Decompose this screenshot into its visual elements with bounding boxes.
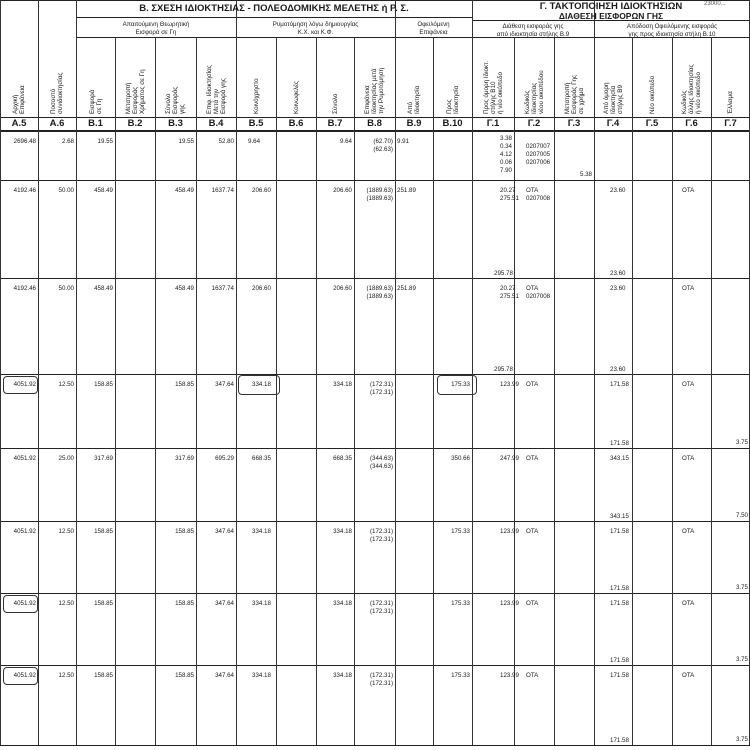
- code-Β-4: Β.4: [208, 118, 224, 129]
- row2-g6: ΟΤΑ: [682, 285, 695, 292]
- col-rule-15: [594, 0, 595, 745]
- row5-g7: 3.75: [735, 584, 748, 591]
- row0-b4: 52.80: [218, 138, 234, 145]
- row-rule-0: [0, 180, 750, 181]
- col-rule-14: [554, 37, 555, 745]
- row7-b1: 158.85: [94, 672, 113, 679]
- header-Γ-5: Νέο οικόπεδο: [648, 75, 656, 114]
- col-rule-18: [711, 37, 712, 745]
- col-rule-17: [672, 37, 673, 745]
- row3-b7: 334.18: [333, 381, 352, 388]
- row1-g2-1: 0207008: [526, 195, 551, 202]
- row1-g1-0: 20.27: [500, 187, 516, 194]
- header-Β-4: Επιφ. Ιδιοκτησίας Μετά την Εισφορά γης: [205, 65, 227, 114]
- row7-b5: 334.18: [252, 672, 271, 679]
- row0-b7: 9.64: [339, 138, 352, 145]
- row2-g2-1: 0207008: [526, 293, 551, 300]
- row1-g6: ΟΤΑ: [682, 187, 695, 194]
- row3-a6: 12.50: [58, 381, 74, 388]
- row-rule-7: [0, 745, 750, 746]
- row-rule-2: [0, 374, 750, 375]
- row2-b3: 458.49: [175, 285, 194, 292]
- header-Β-2: Μετατροπή Εισφοράς Χρήματος σε Γη: [124, 69, 146, 114]
- row1-g1-total: 295.78: [494, 270, 513, 277]
- code-Γ-5: Γ.5: [645, 118, 659, 129]
- row2-g4: 23.60: [610, 285, 626, 292]
- rule-section: [76, 17, 472, 18]
- row5-a5: 4051.92: [13, 528, 36, 535]
- row6-b10: 175.33: [451, 600, 470, 607]
- row4-b1: 317.69: [94, 455, 113, 462]
- row2-g1-1: 275.51: [500, 293, 519, 300]
- code-Γ-3: Γ.3: [567, 118, 581, 129]
- row4-b10: 350.66: [451, 455, 470, 462]
- col-rule-3: [115, 37, 116, 745]
- header-Γ-7: Έλλειμα: [727, 91, 734, 114]
- row7-b8-0: (172.31): [369, 672, 393, 679]
- row7-g4: 171.58: [610, 672, 629, 679]
- code-Β-5: Β.5: [248, 118, 264, 129]
- row0-g3: 5.38: [579, 171, 592, 178]
- row7-g2-0: ΟΤΑ: [526, 672, 539, 679]
- col-rule-13: [514, 37, 515, 745]
- row4-g6: ΟΤΑ: [682, 455, 695, 462]
- row5-g4-total: 171.58: [610, 585, 629, 592]
- row1-g1-1: 275.51: [500, 195, 519, 202]
- row2-b5: 206.60: [252, 285, 271, 292]
- code-Β-10: Β.10: [442, 118, 463, 129]
- page-ref: 23000...: [704, 1, 726, 7]
- group-diathesi: Διάθεση εισφοράς γης από ιδιοκτησία στήλης Β.9: [496, 23, 570, 38]
- row3-g6: ΟΤΑ: [682, 381, 695, 388]
- row0-g2-3: 0207006: [526, 159, 551, 166]
- header-Γ-1: Προς όμορη Ιδιοκτ. στήλης Β10 ή νέο οικόπεδο: [482, 60, 504, 114]
- row3-b5-circle-mark: [238, 375, 280, 395]
- row0-g2-2: 0207005: [526, 151, 551, 158]
- row6-b7: 334.18: [333, 600, 352, 607]
- code-Β-7: Β.7: [327, 118, 343, 129]
- col-rule-12: [472, 0, 473, 745]
- row5-a6: 12.50: [58, 528, 74, 535]
- header-Β-9: Από Ιδιοκτησία: [407, 85, 421, 114]
- col-rule-10: [395, 0, 396, 745]
- row2-b1: 458.49: [94, 285, 113, 292]
- row3-b4: 347.64: [215, 381, 234, 388]
- header-Γ-2: Κωδικός Ιδιοκτησίας νέου οικοπέδου: [523, 70, 545, 114]
- code-Β-2: Β.2: [127, 118, 143, 129]
- header-Γ-4: Από όμορη Ιδιοκτησία στήλης Β9: [602, 82, 624, 114]
- row1-b7: 206.60: [333, 187, 352, 194]
- code-Β-1: Β.1: [88, 118, 103, 129]
- row4-b5: 668.35: [252, 455, 271, 462]
- row5-b10: 175.33: [451, 528, 470, 535]
- row2-g1-total: 295.78: [494, 366, 513, 373]
- row6-b5: 334.18: [252, 600, 271, 607]
- code-Β-6: Β.6: [288, 118, 304, 129]
- code-Γ-6: Γ.6: [685, 118, 698, 129]
- row6-g4: 171.58: [610, 600, 629, 607]
- col-rule-0: [0, 0, 1, 745]
- row6-a6: 12.50: [58, 600, 74, 607]
- row2-b9: 251.89: [397, 285, 416, 292]
- row6-g6: ΟΤΑ: [682, 600, 695, 607]
- row3-b10-circle-mark: [437, 375, 477, 395]
- header-Β-8: Επιφάνεια Ιδιοκτησίας μετά την Ρυμοτόμηση: [364, 67, 385, 114]
- row7-g7: 3.75: [735, 736, 748, 743]
- code-Γ-4: Γ.4: [606, 118, 620, 129]
- row3-g4-total: 171.58: [610, 440, 629, 447]
- row0-g2-1: 0207007: [526, 143, 551, 150]
- row3-g2-0: ΟΤΑ: [526, 381, 539, 388]
- row6-g4-total: 171.58: [610, 657, 629, 664]
- row0-b9: 9.91: [397, 138, 410, 145]
- row6-b8-0: (172.31): [369, 600, 393, 607]
- row0-b8-0: (62.70): [373, 138, 393, 145]
- row6-circle-mark: [3, 595, 38, 613]
- row3-b10: 175.33: [451, 381, 470, 388]
- header-Α-5: Αρχική Επιφάνεια: [12, 85, 26, 114]
- code-Α-5: Α.5: [11, 118, 27, 129]
- row4-a6: 25.00: [58, 455, 74, 462]
- header-Β-5: Κοινόχρηστο: [252, 78, 260, 114]
- row6-g7: 3.75: [735, 656, 748, 663]
- row4-g7: 7.50: [735, 512, 748, 519]
- row5-b3: 158.85: [175, 528, 194, 535]
- row3-b3: 158.85: [175, 381, 194, 388]
- row7-b3: 158.85: [175, 672, 194, 679]
- row6-b4: 347.64: [215, 600, 234, 607]
- row3-a5: 4051.92: [13, 381, 36, 388]
- row5-b8-0: (172.31): [369, 528, 393, 535]
- row2-g4-total: 23.60: [610, 366, 626, 373]
- row0-b3: 19.55: [178, 138, 194, 145]
- code-Β-8: Β.8: [367, 118, 382, 129]
- row1-g2-0: ΟΤΑ: [526, 187, 539, 194]
- row6-b1: 158.85: [94, 600, 113, 607]
- row1-b8-0: (1889.63): [366, 187, 393, 194]
- row5-g4: 171.58: [610, 528, 629, 535]
- row5-b7: 334.18: [333, 528, 352, 535]
- row4-b7: 668.35: [333, 455, 352, 462]
- row3-b1: 158.85: [94, 381, 113, 388]
- row0-g1-0: 3.38: [499, 135, 512, 142]
- row5-b5: 334.18: [252, 528, 271, 535]
- row2-a6: 50.00: [58, 285, 74, 292]
- header-Α-6: Ποσοστό συνιδιοκτησίας: [50, 72, 64, 114]
- code-Β-3: Β.3: [168, 118, 183, 129]
- row7-b4: 347.64: [215, 672, 234, 679]
- col-rule-11: [433, 37, 434, 745]
- row2-b8-1: (1889.63): [366, 293, 393, 300]
- row1-b1: 458.49: [94, 187, 113, 194]
- group-ofeilomeni: Οφειλόμενη Επιφάνεια: [417, 21, 450, 36]
- group-rymotomisi: Ρυμοτόμηση λόγω δημιουργίας Κ.Χ. και Κ.Φ.: [272, 21, 359, 36]
- row0-g1-1: 0.34: [499, 143, 512, 150]
- header-Β-6: Κοινωφελές: [292, 81, 300, 114]
- code-Γ-1: Γ.1: [486, 118, 500, 129]
- header-Β-1: Εισφορά σε Γη: [88, 89, 103, 114]
- code-Β-9: Β.9: [406, 118, 422, 129]
- header-Β-7: Σύνολο: [331, 93, 339, 114]
- code-Γ-7: Γ.7: [724, 118, 737, 129]
- row3-g1-0: 123.99: [500, 381, 519, 388]
- row4-b8-0: (344.63): [369, 455, 393, 462]
- row1-a5: 4192.46: [13, 187, 36, 194]
- row7-b7: 334.18: [333, 672, 352, 679]
- header-Γ-6: Κωδικός άλλης Ιδιοκτησίας ή νέο οικόπεδο: [681, 64, 702, 114]
- row1-b3: 458.49: [175, 187, 194, 194]
- row7-circle-mark: [3, 667, 38, 685]
- row6-b8-1: (172.31): [369, 608, 393, 615]
- row1-g4: 23.60: [610, 187, 626, 194]
- row0-b8-1: (62.63): [373, 146, 393, 153]
- row4-a5: 4051.92: [13, 455, 36, 462]
- row0-b1: 19.55: [97, 138, 113, 145]
- row3-b8-0: (172.31): [369, 381, 393, 388]
- row6-a5: 4051.92: [13, 600, 36, 607]
- header-Γ-3: Μετατροπή Εισφοράς Γης σε χρήμα: [563, 74, 585, 114]
- row1-g4-total: 23.60: [610, 270, 626, 277]
- row-rule-1: [0, 278, 750, 279]
- row1-b4: 1637.74: [211, 187, 234, 194]
- row0-g1-2: 4.12: [499, 151, 512, 158]
- group-apaitoumeni: Απαιτούμενη Θεωρητική Εισφορά σε Γη: [122, 21, 190, 36]
- row1-b9: 251.89: [397, 187, 416, 194]
- rule-codes-bottom: [0, 130, 750, 132]
- header-Β-3: Σύνολο Εισφοράς γης: [165, 86, 186, 114]
- row2-g2-0: ΟΤΑ: [526, 285, 539, 292]
- row2-a5: 4192.46: [13, 285, 36, 292]
- row5-b8-1: (172.31): [369, 536, 393, 543]
- row0-b5: 9.64: [248, 138, 261, 145]
- row3-b8-1: (172.31): [369, 389, 393, 396]
- row2-g1-0: 20.27: [500, 285, 516, 292]
- row0-g1-3: 0.06: [499, 159, 512, 166]
- section-g-title: Γ. ΤΑΚΤΟΠΟΙΗΣΗ ΙΔΙΟΚΤΗΣΙΩΝ: [539, 1, 683, 12]
- row7-a6: 12.50: [58, 672, 74, 679]
- section-b-title: Β. ΣΧΕΣΗ ΙΔΙΟΚΤΗΣΙΑΣ - ΠΟΛΕΟΔΟΜΙΚΗΣ ΜΕΛΕΤΗΣ ή Ρ. Σ.: [139, 3, 409, 14]
- row1-b8-1: (1889.63): [366, 195, 393, 202]
- row4-g2-0: ΟΤΑ: [526, 455, 539, 462]
- row2-b7: 206.60: [333, 285, 352, 292]
- row7-g1-0: 123.99: [500, 672, 519, 679]
- row6-g1-0: 123.99: [500, 600, 519, 607]
- row0-a5: 2696.48: [13, 138, 36, 145]
- row6-b3: 158.85: [175, 600, 194, 607]
- col-rule-16: [632, 37, 633, 745]
- group-apodosi: Απόδοση Οφειλόμενης εισφοράς γης προς ιδιοκτησία στήλη Β.10: [626, 23, 718, 38]
- row1-a6: 50.00: [58, 187, 74, 194]
- row6-g2-0: ΟΤΑ: [526, 600, 539, 607]
- row3-g7: 3.75: [735, 439, 748, 446]
- row5-g1-0: 123.99: [500, 528, 519, 535]
- col-rule-6: [236, 0, 237, 745]
- row7-g4-total: 171.58: [610, 737, 629, 744]
- row5-b1: 158.85: [94, 528, 113, 535]
- row4-g4-total: 343.15: [610, 513, 629, 520]
- row0-a6: 2.68: [61, 138, 74, 145]
- row7-b8-1: (172.31): [369, 680, 393, 687]
- row5-b4: 347.64: [215, 528, 234, 535]
- row7-g6: ΟΤΑ: [682, 672, 695, 679]
- row4-b8-1: (344.63): [369, 463, 393, 470]
- row-rule-6: [0, 665, 750, 666]
- row4-g4: 343.15: [610, 455, 629, 462]
- code-Γ-2: Γ.2: [527, 118, 541, 129]
- row3-circle-mark: [3, 376, 38, 394]
- row3-b5: 334.18: [252, 381, 271, 388]
- row-rule-4: [0, 521, 750, 522]
- code-Α-6: Α.6: [49, 118, 65, 129]
- row5-g6: ΟΤΑ: [682, 528, 695, 535]
- row-rule-3: [0, 448, 750, 449]
- row5-g2-0: ΟΤΑ: [526, 528, 539, 535]
- row4-b4: 695.29: [215, 455, 234, 462]
- row-rule-5: [0, 593, 750, 594]
- row0-g1-4: 7.90: [499, 167, 512, 174]
- row1-b5: 206.60: [252, 187, 271, 194]
- row7-a5: 4051.92: [13, 672, 36, 679]
- col-rule-1: [38, 0, 39, 745]
- row4-b3: 317.69: [175, 455, 194, 462]
- row4-g1-0: 247.99: [500, 455, 519, 462]
- col-rule-2: [76, 0, 77, 745]
- row7-b10: 175.33: [451, 672, 470, 679]
- row3-g4: 171.58: [610, 381, 629, 388]
- row2-b8-0: (1889.63): [366, 285, 393, 292]
- row2-b4: 1637.74: [211, 285, 234, 292]
- header-Β-10: Προς Ιδιοκτησία: [445, 85, 460, 114]
- section-g-subtitle: ΔΙΑΘΕΣΗ ΕΙΣΦΟΡΩΝ ΓΗΣ: [558, 11, 664, 21]
